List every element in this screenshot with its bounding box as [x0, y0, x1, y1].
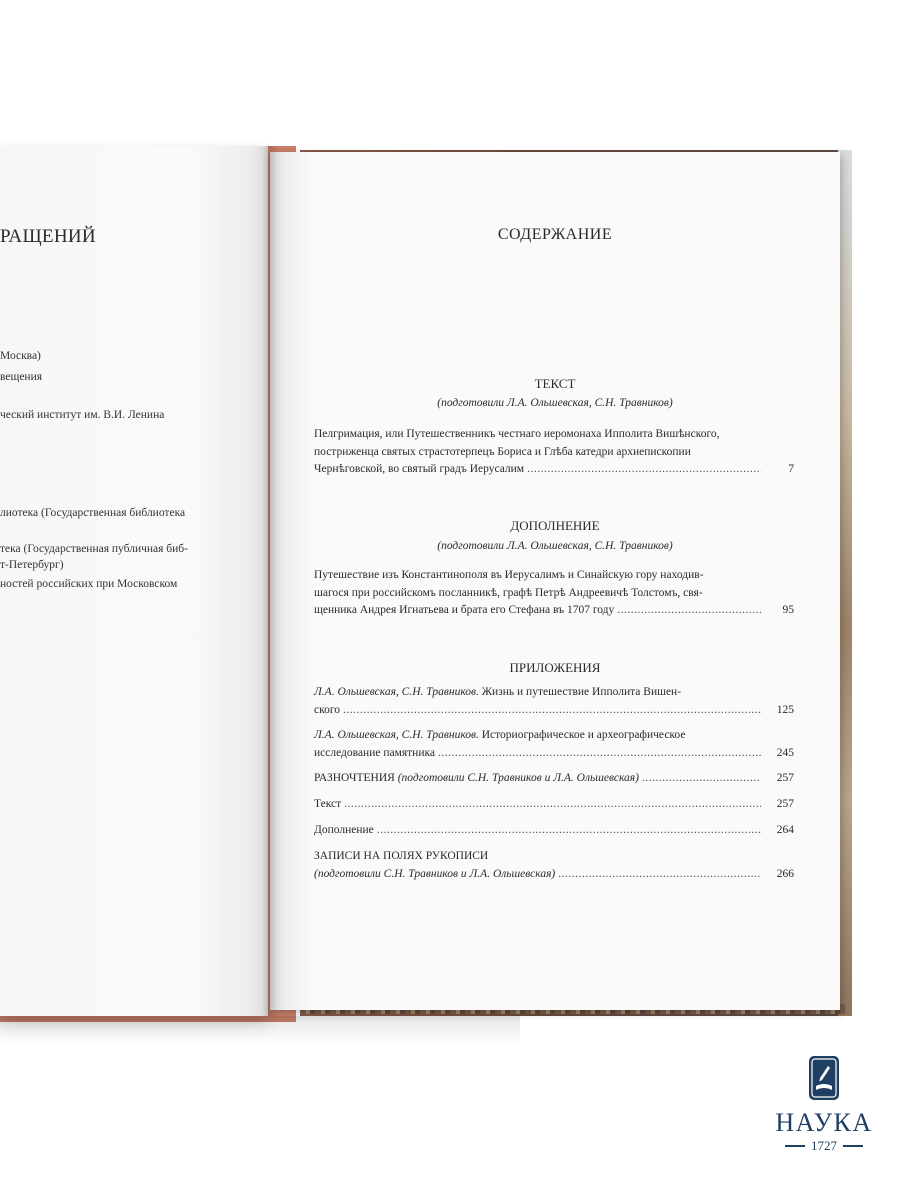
toc-entry[interactable]	[314, 770, 794, 788]
toc-entry-line: Пелгримация, или Путешественникъ честнаго иеромонаха Ипполита Вишѣнского,	[314, 428, 720, 440]
publisher-year-text: 1727	[811, 1138, 837, 1153]
left-page-heading: РАЩЕНИЙ	[0, 226, 96, 247]
toc-entry-line: Жизнь и путешествие Ипполита Вишен-	[478, 686, 682, 698]
toc-entry-label: Дополнение	[314, 824, 374, 836]
page-number: 264	[776, 824, 794, 836]
leader-dots	[558, 866, 761, 884]
toc-entry-line: щенника Андрея Игнатьева и брата его Стефана въ 1707 году	[314, 604, 615, 616]
toc-entry-authors: Л.А. Ольшевская, С.Н. Травников.	[314, 729, 479, 741]
toc-entry[interactable]	[314, 822, 794, 840]
book-spine	[262, 146, 278, 1016]
leader-dots	[527, 461, 761, 479]
toc-entry-line: шагося при российскомъ посланникѣ, графѣ Петрѣ Андреевичѣ Толстомъ, свя-	[314, 586, 703, 599]
page-number: 95	[782, 604, 794, 616]
toc-entry-line: постриженца святых страстотерпецъ Бориса и Глѣба катедри архиепископии	[314, 445, 691, 458]
section-title: ДОПОЛНЕНИЕ	[510, 518, 600, 533]
toc-entry-label: РАЗНОЧТЕНИЯ	[314, 772, 395, 784]
toc-entry[interactable]	[314, 848, 794, 883]
left-page-line: лиотека (Государственная библиотека	[0, 507, 186, 519]
toc-title: СОДЕРЖАНИЕ	[497, 226, 613, 243]
publisher-year	[774, 1138, 874, 1154]
toc-entry-note: (подготовили С.Н. Травников и Л.А. Ольшевская)	[397, 772, 639, 784]
divider	[843, 1145, 863, 1147]
toc-entry[interactable]	[314, 426, 794, 479]
page-number: 245	[776, 746, 794, 759]
section-subtitle: (подготовили Л.А. Ольшевская, С.Н. Травников)	[437, 397, 673, 409]
book-shadow	[0, 1016, 520, 1046]
leader-dots	[343, 702, 761, 720]
page-number: 257	[776, 798, 794, 810]
section-subtitle: (подготовили Л.А. Ольшевская, С.Н. Травников)	[437, 540, 673, 552]
left-page-line: ностей российских при Московском	[0, 578, 178, 590]
publisher-name: НАУКА	[775, 1108, 873, 1137]
left-page-line: ческий институт им. В.И. Ленина	[0, 409, 165, 421]
leader-dots	[642, 770, 761, 788]
toc-entry-line: Путешествие изъ Константинополя въ Иерусалимъ и Синайскую гору находив-	[314, 569, 704, 581]
toc-entry[interactable]	[314, 796, 794, 814]
divider	[785, 1145, 805, 1147]
section-title: ТЕКСТ	[534, 376, 576, 391]
toc-entry[interactable]	[314, 727, 794, 762]
toc-entry-line: исследование памятника	[314, 746, 436, 759]
left-page-line: вещения	[0, 371, 43, 383]
toc-entry-label: Текст	[314, 798, 342, 810]
leader-dots	[617, 602, 761, 620]
left-page-line: тека (Государственная публичная биб-	[0, 543, 188, 555]
toc-entry-note: (подготовили С.Н. Травников и Л.А. Ольшевская)	[314, 867, 556, 880]
toc-entry-authors: Л.А. Ольшевская, С.Н. Травников.	[314, 686, 479, 698]
section-title: ПРИЛОЖЕНИЯ	[509, 660, 601, 675]
page-number: 125	[776, 703, 794, 716]
left-page-line: Москва)	[0, 350, 41, 362]
left-page-line: т-Петербург)	[0, 559, 64, 571]
book-pen-icon	[809, 1056, 839, 1100]
toc-entry-line: Чернѣговской, во святый градъ Иерусалим	[314, 463, 525, 475]
page-number: 266	[776, 867, 794, 880]
leader-dots	[438, 745, 761, 763]
toc-entry[interactable]	[314, 684, 794, 719]
toc-entry-label: ЗАПИСИ НА ПОЛЯХ РУКОПИСИ	[314, 850, 489, 862]
publisher-logo	[774, 1056, 874, 1154]
page-number: 7	[788, 463, 794, 475]
leader-dots	[377, 822, 761, 840]
leader-dots	[344, 796, 761, 814]
toc-entry[interactable]	[314, 567, 794, 620]
page-number: 257	[776, 772, 794, 784]
toc-entry-line: Историографическое и археографическое	[478, 729, 686, 741]
toc-entry-line: ского	[314, 703, 341, 716]
